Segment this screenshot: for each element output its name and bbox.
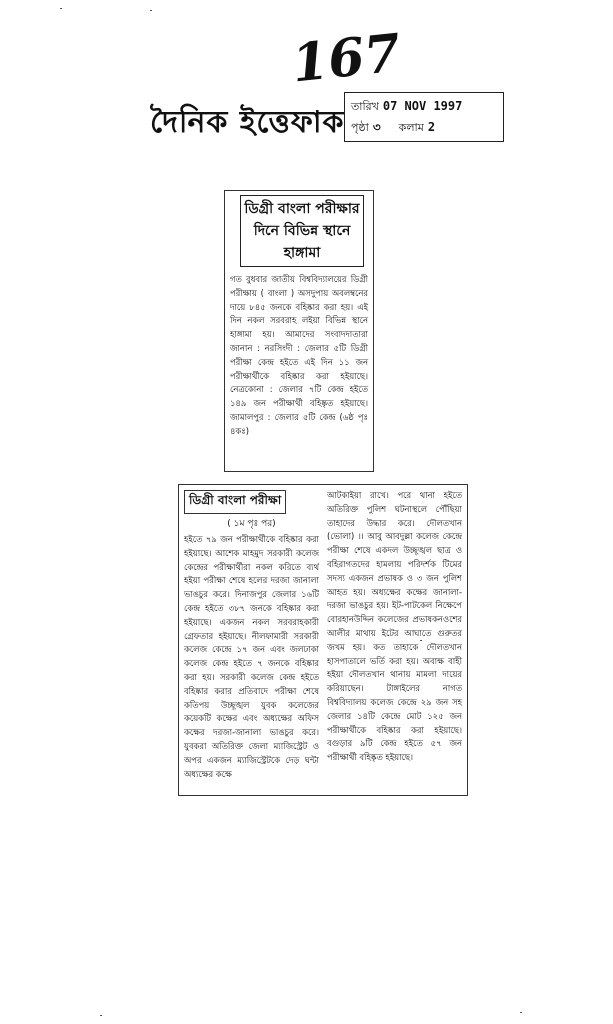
date-value: 07 NOV 1997 xyxy=(382,99,463,113)
scan-speck xyxy=(520,1012,522,1013)
handwritten-page-number: 167 xyxy=(289,22,404,95)
article2-column-left xyxy=(184,489,319,791)
column-label: কলাম xyxy=(398,121,424,134)
scan-speck xyxy=(100,1015,102,1016)
article2-headline: ডিগ্রী বাংলা পরীক্ষা xyxy=(184,490,286,514)
page-value: ৩ xyxy=(372,120,381,134)
scan-speck xyxy=(150,10,152,11)
article2-continued: ( ১ম পৃঃ পর) xyxy=(227,519,276,529)
article2-col2-text: আটকাইয়া রাখে। পরে থানা হইতে অতিরিক্ত পুলিশ ঘটনাস্থলে পৌঁছিয়া তাহাদের উদ্ধার করে। দৌলতখান (ভোলা) ।। আবু আবদুল্লা কলেজ কেন্দ্রে পরীক্ষা শেষে একদল উচ্ছৃঙ্খল ছাত্র ও বহিরাগতদের হামলায় পরিদর্শক টিমের সদস্য একজন প্রভাষক ও ৩ জন পুলিশ আহত হয়। অধ্যক্ষের কক্ষের জানালা-দরজা ভাঙচুর হয়। ইট-পাটকেল নিক্ষেপে বোরহানউদ্দিন কলেজের প্রভাষকনওশের আলীর মাথায় ইটের আঘাতে গুরুতর জখম হয়। কত তাহাকে দৌলতখান হাসপাতালে ভর্তি করা হয়। অবাক্ষ বাহী হইয়া দৌলতখান থানায় মামলা দায়ের করিয়াছেন। টাঙ্গাইলের নাগত বিশ্ববিদ্যালয় কলেজ কেন্দ্রে ২৯ জন সহ জেলার ১৪টি কেন্দ্রে মোট ১২৫ জন পরীক্ষার্থীকে বহিষ্কার করা হইয়াছে। বগুড়ার ৯টি কেন্দ্র হইতে ৫৭ জন পরীক্ষার্থী বহিষ্কৃত হইয়াছে। xyxy=(327,490,462,763)
date-label: তারিখ xyxy=(351,100,379,113)
column-value: 2 xyxy=(427,120,436,134)
newspaper-masthead: দৈনিক ইত্তেফাক xyxy=(150,105,345,140)
article2-col1-text: হইতে ৭৯ জন পরীক্ষার্থীকে বহিষ্কার করা হইয়াছে। আশেক মাহমুদ সরকারী কলেজ কেন্দ্রের পরীক্ষার্থীরা নকল করিতে ব্যর্থ হইয়া পরীক্ষা শেষে হলের দরজা জানালা ভাঙচুর করে। দিনাজপুর জেলার ১৬টি কেন্দ্র হইতে ৩৮৭ জনকে বহিষ্কার করা হইয়াছে। একজন নকল সরবরাহকারী গ্রেফতার হইয়াছে। নীলফামারী সরকারী কলেজ কেন্দ্রে ১৭ জন এবং জলঢাকা কলেজ কেন্দ্র হইতে ৭ জনকে বহিষ্কার করা হয়। সরকারী কলেজ কেন্দ্র হইতে বহিষ্কার করার প্রতিবাদে পরীক্ষা শেষে কতিপয় উচ্ছৃঙ্খল যুবক কলেজের কয়েকটি কক্ষের এবং অধ্যক্ষের অফিস কক্ষের দরজা-জানালা ভাঙচুর করে। যুবকরা অতিরিক্ত জেলা ম্যাজিস্ট্রেট ও অপর একজন ম্যাজিস্ট্রেটকে দেড় ঘন্টা অধ্যক্ষের কক্ষে xyxy=(184,534,319,779)
article2-column-right xyxy=(327,489,462,791)
date-stamp xyxy=(344,92,504,142)
article1-headline: ডিগ্রী বাংলা পরীক্ষার দিনে বিভিন্ন স্থানে হাঙ্গামা xyxy=(240,195,364,267)
scan-speck xyxy=(420,640,422,641)
page-label: পৃষ্ঠা xyxy=(351,121,369,134)
article-clipping-1 xyxy=(224,190,374,472)
article-clipping-2 xyxy=(178,484,468,796)
article1-body: গত বুধবার জাতীয় বিশ্ববিদ্যালয়ের ডিগ্রী পরীক্ষায় ( বাংলা ) অসদুপায় অবলম্বনের দায়ে ৮৪৫ জনকে বহিষ্কার করা হয়। এই দিন নকল সরবরাহ লইয়া বিভিন্ন স্থানে হাঙ্গামা হয়। আমাদের সংবাদদাতারা জানান : নরসিংদী : জেলার ৫টি ডিগ্রী পরীক্ষা কেন্দ্র হইতে এই দিন ১১ জন পরীক্ষার্থীকে বহিষ্কার করা হইয়াছে। নেত্রকোনা : জেলার ৭টি কেন্দ্র হইতে ১৪৯ জন পরীক্ষার্থী বহিষ্কৃত হইয়াছে। জামালপুর : জেলার ৫টি কেন্দ্র (৬ষ্ঠ পৃঃ ৪কঃ) xyxy=(230,274,368,436)
scan-speck xyxy=(60,8,62,9)
